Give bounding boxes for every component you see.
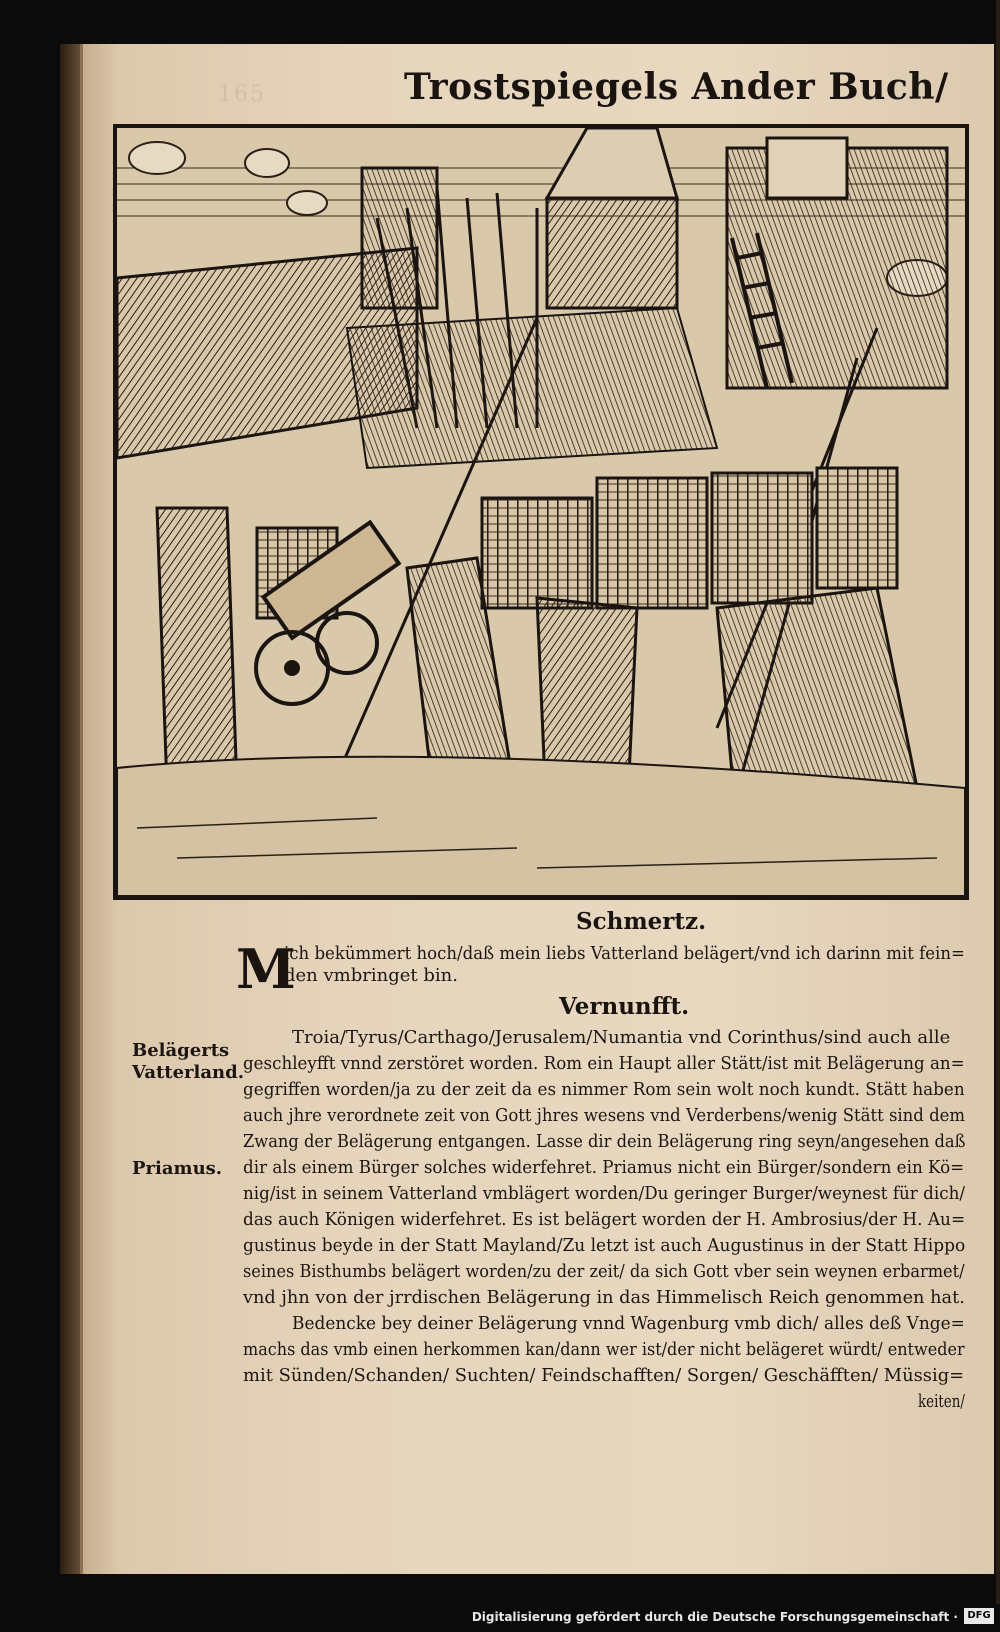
drop-capital: M (236, 937, 296, 1001)
text-line: mit Sünden/Schanden/ Suchten/ Feindschafften/ Sorgen/ Geschäfften/ Müssig= (243, 1365, 965, 1386)
text-line: seines Bisthumbs belägert worden/zu der zeit/ da sich Gott vber sein weynen erbarmet/ (243, 1261, 965, 1282)
text-line: auch jhre verordnete zeit von Gott jhres wesens vnd Verderbens/wenig Stätt sind dem (243, 1105, 966, 1126)
running-title: Trostspiegels Ander Buch/ (404, 66, 949, 108)
woodcut-illustration (113, 124, 969, 900)
text-line: vnd jhn von der jrrdischen Belägerung in das Himmelisch Reich genommen hat. (243, 1287, 965, 1308)
text-line: das auch Königen widerfehret. Es ist belägert worden der H. Ambrosius/der H. Au= (243, 1209, 966, 1230)
text-line: nig/ist in seinem Vatterland vmblägert worden/Du geringer Burger/weynest für dich/ (243, 1183, 965, 1204)
text-line: keiten/ (918, 1391, 965, 1412)
book-spine (60, 44, 82, 1574)
text-line: den vmbringet bin. (284, 965, 458, 986)
siege-scene-woodcut (117, 128, 965, 896)
text-line: geschleyfft vnnd zerstöret worden. Rom ein Haupt aller Stätt/ist mit Belägerung an= (243, 1053, 965, 1074)
text-line: gegriffen worden/ja zu der zeit da es nimmer Rom sein wolt noch kundt. Stätt haben (243, 1079, 965, 1100)
text-line: gustinus beyde in der Statt Mayland/Zu letzt ist auch Augustinus in der Statt Hippo (243, 1235, 966, 1256)
speaker-heading-vernunfft: Vernunfft. (559, 993, 690, 1020)
text-line: Zwang der Belägerung entgangen. Lasse dir dein Belägerung ring seyn/angesehen daß (243, 1131, 966, 1152)
text-line: Troia/Tyrus/Carthago/Jerusalem/Numantia vnd Corinthus/sind auch alle (292, 1027, 951, 1048)
margin-note: Belägerts (132, 1040, 230, 1061)
dfg-logo: DFG (964, 1608, 994, 1624)
margin-note: Vatterland. (132, 1062, 244, 1083)
scan-border (996, 0, 1000, 1632)
text-line: dir als einem Bürger solches widerfehret. Priamus nicht ein Bürger/sondern ein Kö= (243, 1157, 965, 1178)
speaker-heading-schmertz: Schmertz. (576, 908, 707, 935)
margin-note: Priamus. (132, 1158, 223, 1179)
text-line: machs das vmb einen herkommen kan/dann wer ist/der nicht belägeret würdt/ entweder (243, 1339, 965, 1360)
text-line: Bedencke bey deiner Belägerung vnnd Wagenburg vmb dich/ alles deß Vnge= (292, 1313, 965, 1334)
bleed-through-page-number: 165 (218, 82, 266, 107)
footer-credit: Digitalisierung gefördert durch die Deutsche Forschungsgemeinschaft · (471, 1610, 958, 1624)
text-line: ich bekümmert hoch/daß mein liebs Vatterland belägert/vnd ich darinn mit fein= (284, 943, 965, 964)
